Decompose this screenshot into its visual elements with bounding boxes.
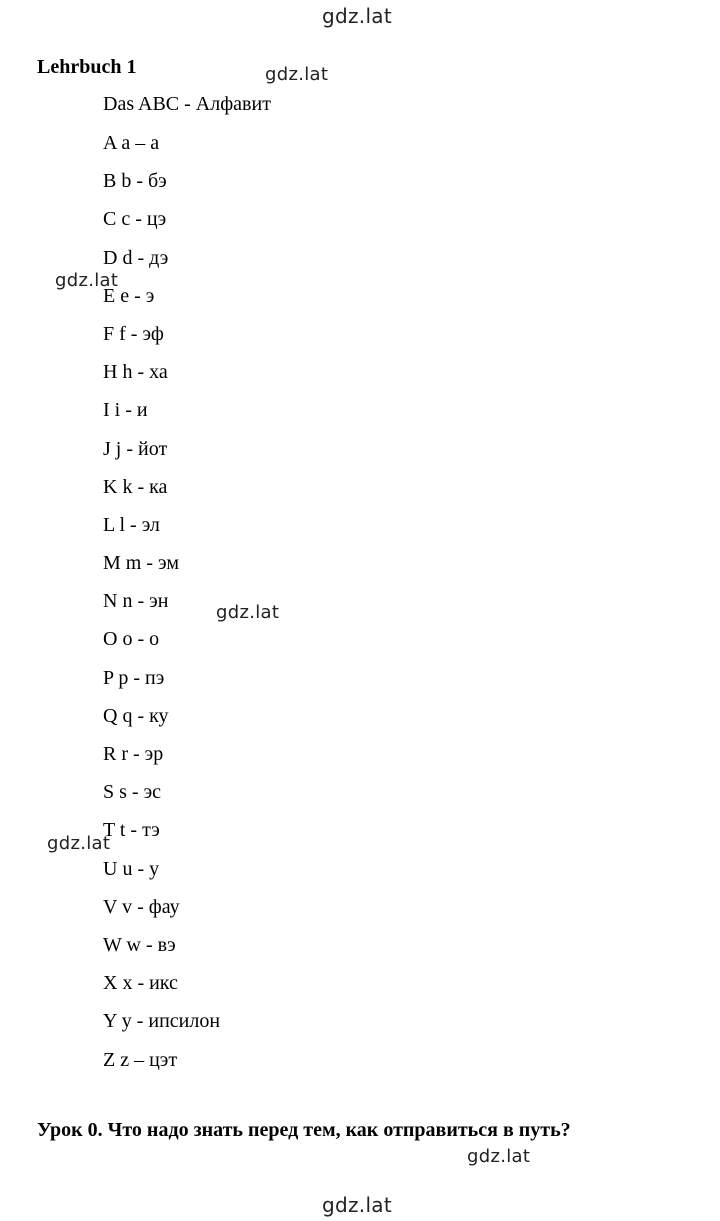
alphabet-list xyxy=(103,131,220,1086)
alphabet-entry: S s - эс xyxy=(103,781,162,804)
alphabet-entry: Q q - ку xyxy=(103,704,169,727)
alphabet-entry: Y y - ипсилон xyxy=(103,1010,221,1033)
watermark: gdz.lat xyxy=(265,64,329,85)
watermark: gdz.lat xyxy=(216,602,280,623)
watermark: gdz.lat xyxy=(322,4,393,28)
alphabet-entry: R r - эр xyxy=(103,743,164,765)
alphabet-entry: A a – a xyxy=(103,132,160,154)
alphabet-entry: F f - эф xyxy=(103,322,164,345)
alphabet-entry: B b - бэ xyxy=(103,170,167,193)
alphabet-entry: T t - тэ xyxy=(103,819,160,842)
alphabet-entry: U u - у xyxy=(103,857,160,880)
alphabet-entry: C c - цэ xyxy=(103,208,167,231)
lesson-title: Урок 0. Что надо знать перед тем, как отправиться в путь? xyxy=(37,1119,571,1141)
alphabet-entry: P p - пэ xyxy=(103,666,165,689)
alphabet-entry: X x - икс xyxy=(103,972,178,995)
alphabet-entry: K k - ка xyxy=(103,475,168,498)
alphabet-entry: D d - дэ xyxy=(103,246,169,269)
alphabet-entry: I i - и xyxy=(103,399,148,422)
alphabet-entry: N n - эн xyxy=(103,590,169,613)
watermark: gdz.lat xyxy=(467,1146,531,1167)
alphabet-entry: W w - вэ xyxy=(103,933,176,956)
section-subtitle: Das ABC - Алфавит xyxy=(103,93,271,115)
watermark: gdz.lat xyxy=(47,833,111,854)
watermark: gdz.lat xyxy=(55,270,119,291)
alphabet-entry: L l - эл xyxy=(103,513,160,536)
alphabet-entry: Z z – цэт xyxy=(103,1048,178,1071)
alphabet-entry: E e - э xyxy=(103,284,155,307)
alphabet-entry: M m - эм xyxy=(103,552,180,575)
alphabet-entry: O o - о xyxy=(103,628,160,651)
page-heading: Lehrbuch 1 xyxy=(37,56,137,78)
alphabet-entry: V v - фау xyxy=(103,895,180,918)
alphabet-entry: H h - ха xyxy=(103,361,168,384)
alphabet-entry: J j - йот xyxy=(103,437,168,460)
watermark: gdz.lat xyxy=(322,1193,393,1217)
